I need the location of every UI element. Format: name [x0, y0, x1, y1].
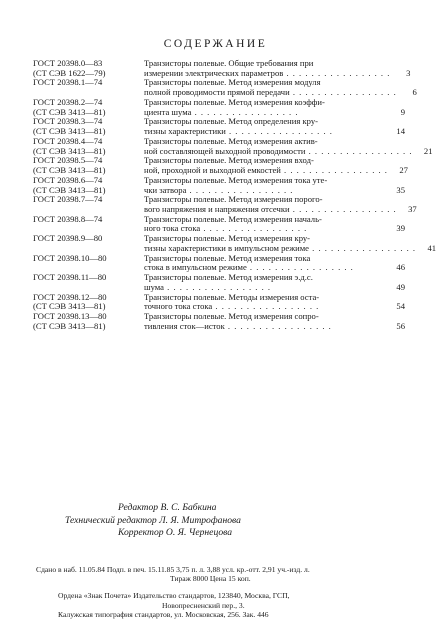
entry-title: [144, 59, 394, 78]
imprint-print-details: Сдано в наб. 11.05.84 Подп. в печ. 15.11.85 3,75 п. л. 3,88 усл. кр.-отт. 2,91 уч.-изд. л.: [36, 565, 310, 574]
page-number: 56: [396, 320, 405, 331]
toc-entry: [33, 155, 408, 176]
standard-number: [33, 293, 144, 312]
entry-title: [144, 254, 389, 273]
standard-number: [33, 156, 144, 175]
standard-code: ГОСТ 20398.2—74: [33, 96, 103, 107]
entry-title-line: Транзисторы полевые. Метод измерения сопро-: [144, 311, 319, 322]
standard-code: ГОСТ 20398.3—74: [33, 116, 103, 127]
entry-title-line: циента шума . .: [144, 108, 385, 118]
imprint-printer: Калужская типография стандартов, ул. Московская, 256. Зак. 446: [58, 609, 269, 619]
entry-title-line: Транзисторы полевые. Метод измерения э.д.с.: [144, 272, 313, 283]
standard-code: ГОСТ 20398.6—74: [33, 174, 103, 185]
toc-entry: [33, 293, 405, 312]
credits-block: [0, 502, 431, 540]
standard-number: [33, 117, 144, 136]
page-number: 49: [396, 281, 405, 292]
toc-entry: [33, 254, 405, 273]
page-number: 35: [396, 184, 405, 195]
entry-title-line: полной проводимости прямой передачи . .: [144, 88, 397, 98]
entry-title-line: тизны характеристики в импульсном режиме . .: [144, 244, 416, 254]
entry-title: [144, 117, 389, 136]
toc-entry: [33, 58, 411, 78]
entry-title: [144, 312, 389, 331]
standard-code: ГОСТ 20398.4—74: [33, 135, 103, 146]
entry-title-line: стока в импульсном режиме . .: [144, 263, 385, 273]
standard-code: (СТ СЭВ 3413—81): [33, 165, 106, 176]
imprint-publisher: Ордена «Знак Почета» Издательство стандартов, 123840, Москва, ГСП,: [58, 591, 290, 601]
entry-title-line: Транзисторы полевые. Метод измерения модуля: [144, 77, 321, 88]
entry-title: [144, 78, 401, 97]
page-number: 27: [399, 165, 408, 176]
entry-title-line: точного тока стока . .: [144, 302, 385, 312]
toc-entry: [33, 215, 405, 234]
entry-title-line: Транзисторы полевые. Метод измерения актив-: [144, 135, 318, 146]
standard-code: (СТ СЭВ 3413—81): [33, 126, 106, 137]
standard-code: ГОСТ 20398.11—80: [33, 272, 107, 283]
standard-number: [33, 273, 144, 283]
entry-title-line: шума . .: [144, 283, 385, 293]
page-number: 6: [412, 87, 417, 98]
entry-title: [144, 98, 389, 117]
entry-title-line: Транзисторы полевые. Метод измерения началь-: [144, 213, 322, 224]
standard-number: [33, 78, 144, 88]
standard-code: (СТ СЭВ 3413—81): [33, 184, 106, 195]
entry-title: [144, 156, 392, 175]
toc-entry: [33, 233, 436, 253]
standard-code: ГОСТ 20398.0—83: [33, 58, 103, 68]
toc-entry: [33, 194, 417, 214]
corrector-credit: Корректор О. Я. Чернецова: [118, 527, 233, 538]
entry-title-line: измерении электрических параметров . .: [144, 69, 390, 79]
standard-number: [33, 254, 144, 264]
entry-title: [144, 293, 389, 312]
entry-title-line: тизны характеристики . .: [144, 127, 385, 137]
entry-title-line: вого напряжения и напряжения отсечки . .: [144, 205, 397, 215]
entry-title-line: Транзисторы полевые. Общие требования при: [144, 58, 314, 68]
entry-title-line: Транзисторы полевые. Метод измерения кру-: [144, 233, 311, 244]
standard-number: [33, 195, 144, 205]
standard-code: ГОСТ 20398.5—74: [33, 155, 103, 166]
entry-title-line: ного тока стока . .: [144, 224, 385, 234]
standard-code: ГОСТ 20398.12—80: [33, 291, 107, 302]
entry-title-line: Транзисторы полевые. Метод измерения порого-: [144, 194, 323, 205]
imprint-circulation: Тираж 8000 Цена 15 коп.: [170, 574, 251, 584]
entry-title-line: Транзисторы полевые. Метод измерения вход-: [144, 155, 314, 166]
entry-title-line: Транзисторы полевые. Метод определения кру-: [144, 116, 318, 127]
standard-number: [33, 176, 144, 195]
entry-title: [144, 273, 389, 292]
standard-code: (СТ СЭВ 1622—79): [33, 67, 106, 78]
page-number: 3: [406, 67, 411, 78]
entry-title: [144, 176, 389, 195]
entry-title-line: Транзисторы полевые. Метод измерения тока: [144, 252, 311, 263]
standard-number: [33, 98, 144, 117]
toc-entry: [33, 117, 405, 136]
standard-number: [33, 234, 144, 244]
entry-title: [144, 234, 420, 253]
page-number: 9: [400, 106, 405, 117]
page-number: 37: [408, 203, 417, 214]
toc-entry: [33, 98, 405, 117]
standard-code: ГОСТ 20398.9—80: [33, 233, 103, 244]
entry-title-line: ной составляющей выходной проводимости . .: [144, 147, 413, 157]
imprint-publisher-address: Новопресненский пер., 3.: [162, 600, 245, 610]
page-number: 46: [396, 262, 405, 273]
toc-entry: [33, 77, 417, 98]
page-number: 41: [427, 242, 436, 253]
standard-number: [33, 312, 144, 331]
page-number: 21: [423, 145, 433, 156]
toc-entry: [33, 135, 433, 156]
standard-code: (СТ СЭВ 3413—81): [33, 301, 106, 312]
standard-number: [33, 215, 144, 225]
standard-number: [33, 137, 144, 156]
entry-title-line: Транзисторы полевые. Метод измерения коэффи-: [144, 96, 325, 107]
tech-editor-credit: Технический редактор Л. Я. Митрофанова: [65, 514, 241, 526]
entry-title-line: Транзисторы полевые. Методы измерения оста-: [144, 291, 320, 302]
page-number: 14: [396, 126, 405, 137]
entry-title-line: Транзисторы полевые. Метод измерения тока уте-: [144, 174, 328, 185]
page-title: СОДЕРЖАНИЕ: [163, 38, 268, 50]
entry-title-line: чки затвора . .: [144, 186, 385, 196]
entry-title: [144, 215, 389, 234]
editor-credit: Редактор В. С. Бабкина: [118, 502, 217, 513]
standard-code: ГОСТ 20398.7—74: [33, 194, 103, 205]
imprint-block: [0, 565, 431, 619]
standard-number: [33, 59, 144, 78]
standard-code: ГОСТ 20398.8—74: [33, 213, 103, 224]
standard-code: (СТ СЭВ 3413—81): [33, 320, 106, 331]
standard-code: ГОСТ 20398.13—80: [33, 311, 107, 322]
entry-title: [144, 137, 417, 156]
standard-code: ГОСТ 20398.10—80: [33, 252, 107, 263]
toc-entry: [33, 176, 405, 195]
entry-title-line: ной, проходной и выходной емкостей . .: [144, 166, 388, 176]
page-number: 39: [396, 223, 405, 234]
table-of-contents: [33, 58, 436, 332]
toc-entry: [33, 273, 405, 292]
entry-title-line: тивления сток—исток . .: [144, 322, 385, 332]
standard-code: (СТ СЭВ 3413—81): [33, 106, 106, 117]
standard-code: ГОСТ 20398.1—74: [33, 77, 103, 88]
page-number: 54: [396, 301, 405, 312]
toc-entry: [33, 312, 405, 331]
entry-title: [144, 195, 401, 214]
standard-code: (СТ СЭВ 3413—81): [33, 145, 106, 156]
